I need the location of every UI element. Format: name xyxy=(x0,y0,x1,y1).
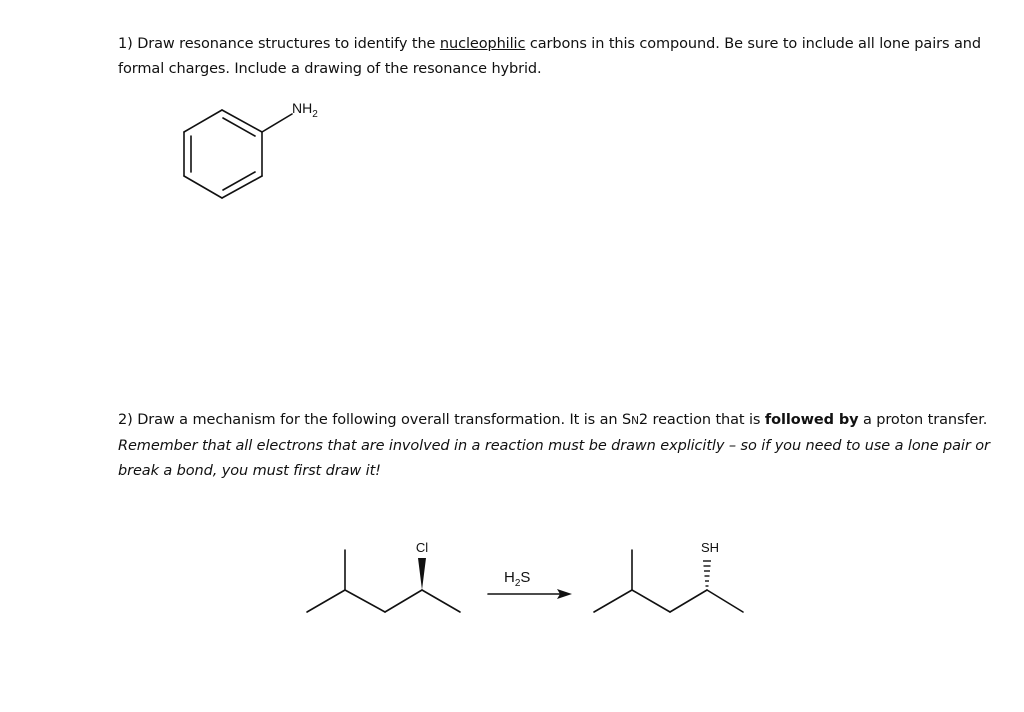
reactant-bond xyxy=(422,590,460,612)
question-1-text-before: Draw resonance structures to identify the xyxy=(137,36,436,52)
product-bond xyxy=(632,590,670,612)
product-bond xyxy=(707,590,743,612)
question-2-bold-text: followed by xyxy=(764,412,859,428)
question-1-number: 1) xyxy=(118,36,133,52)
question-2-number: 2) xyxy=(118,412,133,428)
question-1-underlined-word: nucleophilic xyxy=(439,36,526,52)
question-2-text-plain-2: 2 reaction that is xyxy=(638,412,761,428)
wedge-bond xyxy=(418,558,426,590)
question-2-text-plain-1: Draw a mechanism for the following overall transformation. It is an S xyxy=(137,412,632,428)
reactant-cl-label: Cl xyxy=(415,540,429,555)
reactant-bond xyxy=(307,590,345,612)
reactant-bond xyxy=(385,590,422,612)
sn2-subscript: N xyxy=(631,415,639,427)
product-sh-label: SH xyxy=(700,540,720,555)
product-bond xyxy=(670,590,707,612)
reagent-label: $H_2S$ xyxy=(504,569,531,589)
question-1-text-after: carbons in this compound. Be sure to include all lone pairs and formal charges. Include a drawing of the resonance hybrid. xyxy=(118,36,981,77)
hashed-bond xyxy=(703,561,711,586)
question-2-text-plain-3: a proton transfer. xyxy=(862,412,988,428)
reactant-bond xyxy=(345,590,385,612)
question-2-italic-text: Remember that all electrons that are involved in a reaction must be drawn explicitly – so if you need to use a lone pair or break a bond, you must first draw it! xyxy=(118,438,990,479)
product-bond xyxy=(594,590,632,612)
nh2-label: $NH_2$ xyxy=(292,100,318,120)
